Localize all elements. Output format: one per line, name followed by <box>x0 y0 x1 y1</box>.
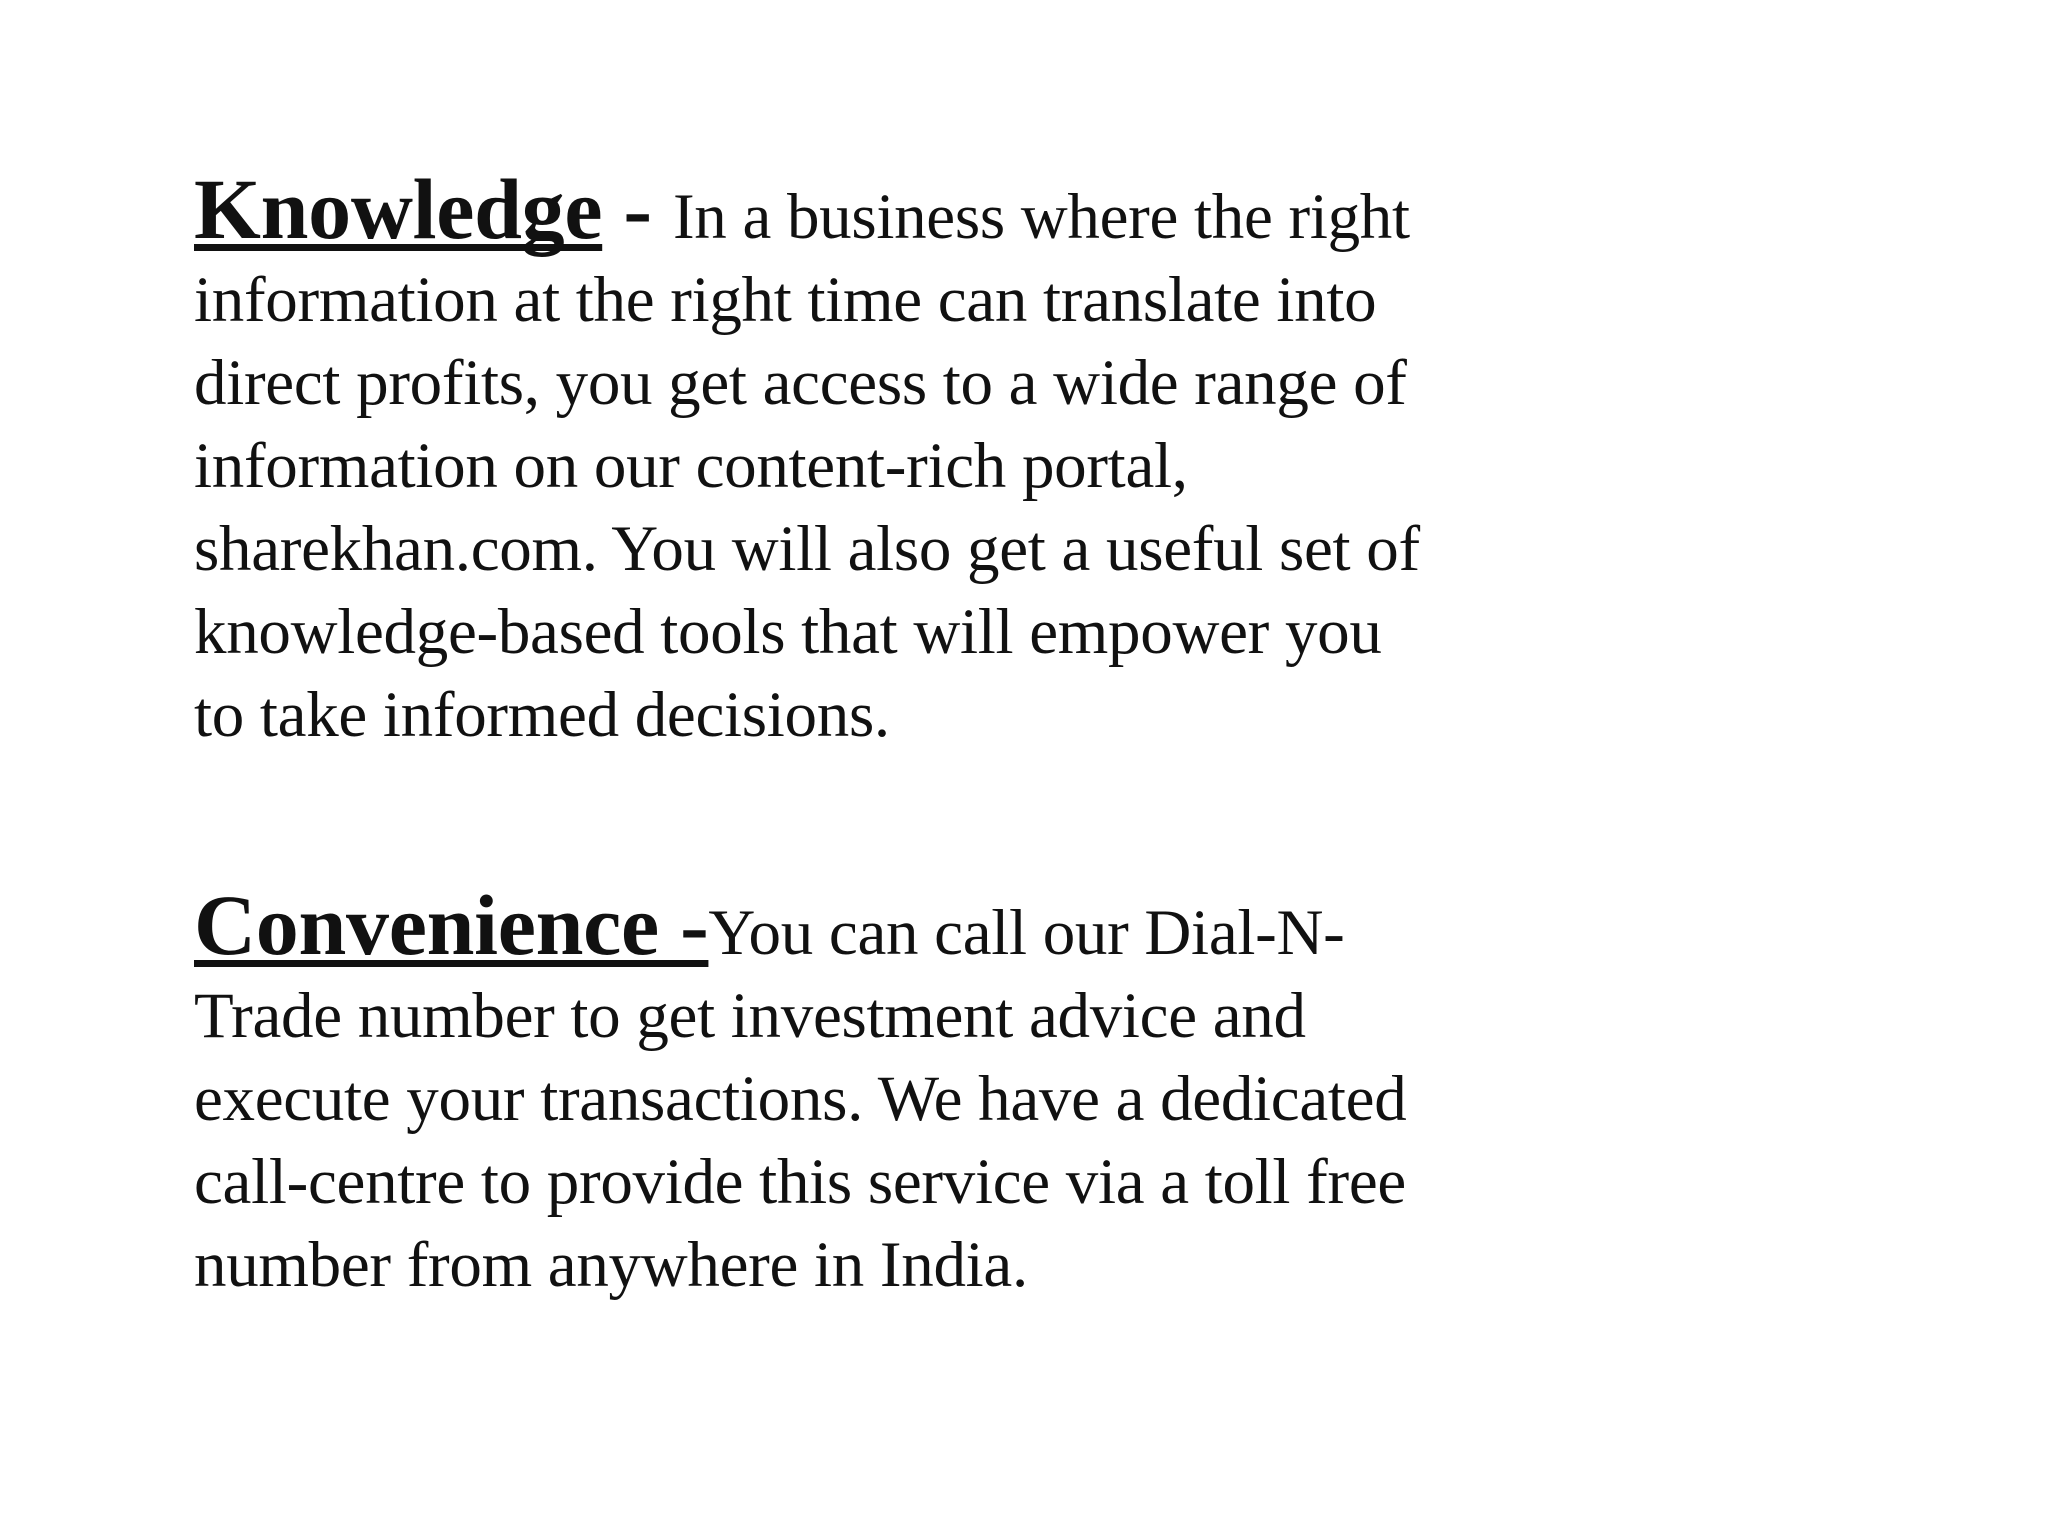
convenience-heading: Convenience - <box>194 877 709 973</box>
convenience-line-4: call-centre to provide this service via a toll free <box>194 1146 1406 1218</box>
convenience-paragraph <box>194 877 1534 1307</box>
knowledge-dash: - <box>602 161 673 257</box>
knowledge-line-5: sharekhan.com. You will also get a useful set of <box>194 513 1420 585</box>
convenience-line-5: number from anywhere in India. <box>194 1229 1028 1301</box>
knowledge-line-4: information on our content-rich portal, <box>194 430 1188 502</box>
knowledge-line-6: knowledge-based tools that will empower you <box>194 596 1382 668</box>
convenience-line-1: You can call our Dial-N- <box>708 897 1345 969</box>
knowledge-paragraph <box>194 161 1534 757</box>
knowledge-line-7: to take informed decisions. <box>194 679 890 751</box>
knowledge-line-3: direct profits, you get access to a wide range of <box>194 347 1407 419</box>
convenience-line-3: execute your transactions. We have a dedicated <box>194 1063 1407 1135</box>
convenience-first-line <box>194 877 1534 975</box>
knowledge-line-1: In a business where the right <box>672 181 1410 253</box>
convenience-line-2: Trade number to get investment advice and <box>194 980 1306 1052</box>
knowledge-first-line <box>194 161 1534 259</box>
knowledge-heading: Knowledge <box>194 161 603 257</box>
knowledge-line-2: information at the right time can translate into <box>194 264 1377 336</box>
